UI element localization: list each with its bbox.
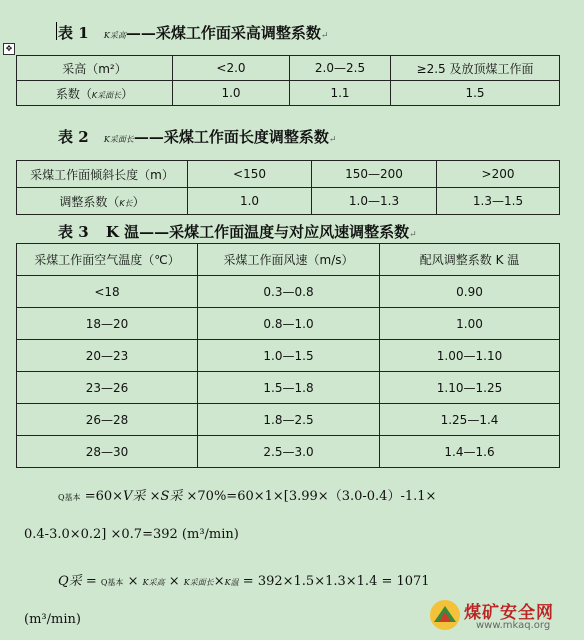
table2-label: 表 2	[58, 128, 89, 146]
table1-title-text: ——采煤工作面采高调整系数	[125, 24, 321, 42]
table3-cell: 1.5—1.8	[198, 372, 380, 404]
table1-title: 表 1 K采高——采煤工作面采高调整系数↵	[58, 24, 329, 42]
site-logo	[428, 596, 578, 634]
table2-cell: >200	[437, 161, 560, 188]
table1-cell: 1.1	[290, 81, 391, 106]
table3-cell: 1.00	[380, 308, 560, 340]
logo-url: www.mkaq.org	[476, 620, 551, 631]
table1-cell: <2.0	[173, 56, 290, 81]
table3-label: 表 3	[58, 223, 89, 241]
table1-row-label: 系数（K采面长）	[17, 81, 173, 106]
table1-title-sub: K采高	[103, 31, 126, 40]
table3-cell: 1.00—1.10	[380, 340, 560, 372]
table2-cell: 150—200	[312, 161, 437, 188]
table3-cell: 1.4—1.6	[380, 436, 560, 468]
formula1-continued: 0.4-3.0×0.2] ×0.7=392 (m³/min)	[24, 527, 239, 542]
table3-cell: 1.8—2.5	[198, 404, 380, 436]
table3-cell: 18—20	[17, 308, 198, 340]
table3-cell: 26—28	[17, 404, 198, 436]
logo-text: 煤矿安全网	[464, 603, 554, 623]
table2-cell: <150	[188, 161, 312, 188]
table3-header: 采煤工作面风速（m/s）	[198, 244, 380, 276]
formula2-unit: (m³/min)	[24, 612, 81, 627]
table3-cell: 0.8—1.0	[198, 308, 380, 340]
table2-title-text: ——采煤工作面长度调整系数	[133, 128, 329, 146]
table2-cell: 采煤工作面倾斜长度（m）	[17, 161, 188, 188]
table2	[16, 160, 560, 215]
table1-cell: 1.5	[391, 81, 560, 106]
table1-cell: 1.0	[173, 81, 290, 106]
table3-cell: 23—26	[17, 372, 198, 404]
formula1: Q基本 =60×V采 ×S采 ×70%=60×1×[3.99×（3.0-0.4）-1.1×	[58, 489, 437, 504]
table-move-handle[interactable]: ✥	[3, 43, 15, 55]
table3-header: 配风调整系数 K 温	[380, 244, 560, 276]
table2-cell: 1.3—1.5	[437, 188, 560, 215]
table2-title: 表 2 K采面长——采煤工作面长度调整系数↵	[58, 128, 337, 146]
table3-title: 表 3 K 温——采煤工作面温度与对应风速调整系数↵	[58, 223, 417, 241]
table3-cell: 0.3—0.8	[198, 276, 380, 308]
table3-cell: 1.0—1.5	[198, 340, 380, 372]
table3-cell: 20—23	[17, 340, 198, 372]
table2-cell: 1.0—1.3	[312, 188, 437, 215]
table1-label: 表 1	[58, 24, 89, 42]
text-cursor	[56, 22, 57, 40]
table1-cell: 2.0—2.5	[290, 56, 391, 81]
table3	[16, 243, 560, 468]
logo-emblem-icon	[428, 598, 462, 632]
table3-cell: 28—30	[17, 436, 198, 468]
table3-title-text: K 温——采煤工作面温度与对应风速调整系数	[105, 223, 410, 241]
table3-cell: 1.25—1.4	[380, 404, 560, 436]
table2-title-sub: K采面长	[103, 135, 134, 144]
table3-cell: <18	[17, 276, 198, 308]
table3-cell: 2.5—3.0	[198, 436, 380, 468]
table1	[16, 55, 560, 106]
table1-cell: ≥2.5 及放顶煤工作面	[391, 56, 560, 81]
formula2: Q采 = Q基本 × K采高 × K采面长×K温 = 392×1.5×1.3×1.4 = 1071	[58, 574, 430, 589]
table2-cell: 1.0	[188, 188, 312, 215]
table3-header: 采煤工作面空气温度（℃）	[17, 244, 198, 276]
table1-cell: 采高（m²）	[17, 56, 173, 81]
table3-cell: 1.10—1.25	[380, 372, 560, 404]
table2-row-label: 调整系数（K长）	[17, 188, 188, 215]
table3-cell: 0.90	[380, 276, 560, 308]
